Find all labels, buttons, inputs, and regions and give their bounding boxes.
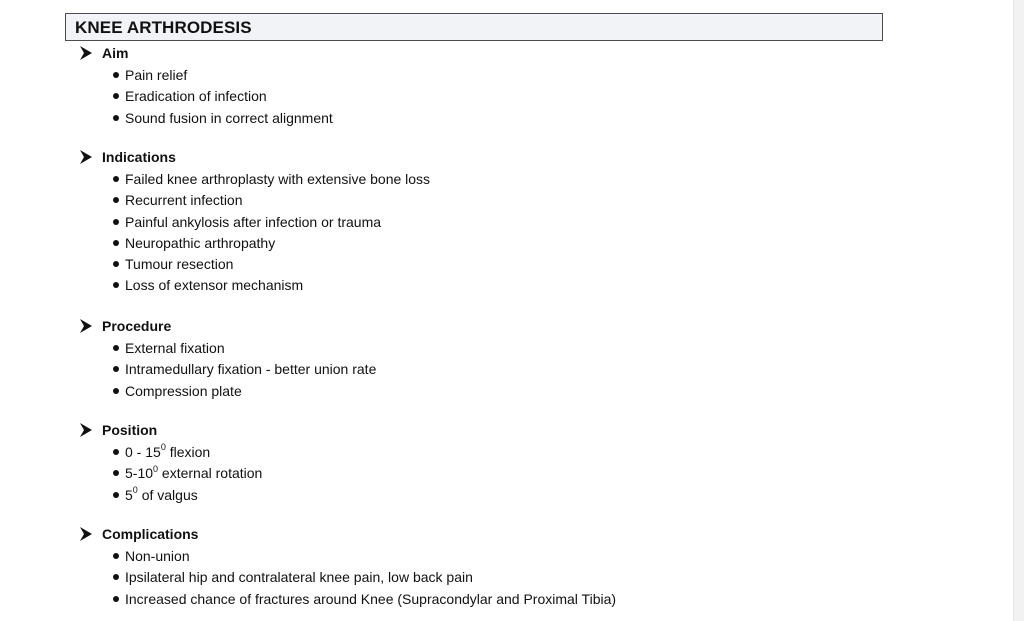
page-title: KNEE ARTHRODESIS xyxy=(75,18,252,37)
arrow-bullet-icon xyxy=(80,319,92,333)
degree-superscript: 0 xyxy=(160,442,166,453)
list-item-text: external rotation xyxy=(158,465,263,482)
list-item xyxy=(80,170,430,191)
section-heading-position: Position xyxy=(102,422,158,438)
list-item xyxy=(80,547,616,568)
bullet-icon xyxy=(113,115,119,121)
list-item xyxy=(80,382,376,403)
bullet-icon xyxy=(113,388,119,394)
list-item-text: Tumour resection xyxy=(125,256,234,273)
angle-value: 5-10 xyxy=(125,465,154,482)
bullet-list-indications xyxy=(80,170,430,298)
list-item-text: Sound fusion in correct alignment xyxy=(125,109,333,126)
arrow-bullet-icon xyxy=(80,527,92,541)
list-item xyxy=(80,213,430,234)
arrow-bullet-icon xyxy=(80,423,92,437)
section-procedure xyxy=(80,318,376,403)
list-item xyxy=(80,590,616,611)
section-complications xyxy=(80,526,616,611)
section-heading-row xyxy=(80,45,333,63)
bullet-icon xyxy=(113,72,119,78)
bullet-icon xyxy=(113,470,119,476)
degree-superscript: 0 xyxy=(153,463,159,474)
section-heading-row xyxy=(80,149,430,167)
list-item-text: Eradication of infection xyxy=(125,88,267,105)
list-item xyxy=(80,486,262,507)
list-item xyxy=(80,360,376,381)
bullet-icon xyxy=(113,553,119,559)
bullet-list-position xyxy=(80,443,262,507)
list-item xyxy=(80,443,262,464)
angle-value: 0 - 15 xyxy=(125,444,161,460)
bullet-list-procedure xyxy=(80,339,376,403)
list-item-text: Ipsilateral hip and contralateral knee pain, low back pain xyxy=(125,569,473,586)
list-item xyxy=(80,66,333,87)
section-heading-row xyxy=(80,422,262,440)
bullet-icon xyxy=(113,574,119,580)
list-item xyxy=(80,339,376,360)
list-item-text: flexion xyxy=(165,444,211,460)
section-heading-row xyxy=(80,318,376,336)
section-position xyxy=(80,422,262,507)
bullet-icon xyxy=(113,345,119,351)
list-item-text: Loss of extensor mechanism xyxy=(125,277,304,294)
bullet-list-complications xyxy=(80,547,616,611)
list-item-text: Painful ankylosis after infection or trauma xyxy=(125,213,382,230)
bullet-list-aim xyxy=(80,66,333,130)
list-item-text: Increased chance of fractures around Knee (Supracondylar and Proximal Tibia) xyxy=(125,590,617,607)
page-edge xyxy=(1013,0,1024,621)
list-item xyxy=(80,87,333,108)
list-item-text: of valgus xyxy=(137,486,198,503)
bullet-icon xyxy=(113,596,119,602)
list-item-text: External fixation xyxy=(125,340,225,356)
section-heading-procedure: Procedure xyxy=(102,318,172,334)
title-box xyxy=(65,13,883,41)
section-heading-row xyxy=(80,526,616,544)
list-item-text: Compression plate xyxy=(125,382,242,399)
list-item xyxy=(80,568,616,589)
degree-superscript: 0 xyxy=(132,484,138,495)
bullet-icon xyxy=(113,492,119,498)
bullet-icon xyxy=(113,261,119,267)
list-item xyxy=(80,191,430,212)
section-heading-indications: Indications xyxy=(102,149,176,165)
section-indications xyxy=(80,149,430,298)
bullet-icon xyxy=(113,176,119,182)
bullet-icon xyxy=(113,93,119,99)
list-item-text: Non-union xyxy=(125,548,190,564)
list-item xyxy=(80,234,430,255)
bullet-icon xyxy=(113,240,119,246)
list-item-text: Neuropathic arthropathy xyxy=(125,234,276,251)
bullet-icon xyxy=(113,197,119,203)
bullet-icon xyxy=(113,366,119,372)
angle-value: 5 xyxy=(125,486,133,503)
list-item xyxy=(80,464,262,485)
list-item xyxy=(80,276,430,297)
bullet-icon xyxy=(113,449,119,455)
list-item-text: Recurrent infection xyxy=(125,192,243,209)
section-heading-aim: Aim xyxy=(102,45,129,61)
section-aim xyxy=(80,45,333,130)
list-item xyxy=(80,255,430,276)
arrow-bullet-icon xyxy=(80,150,92,164)
bullet-icon xyxy=(113,282,119,288)
list-item xyxy=(80,109,333,130)
list-item-text: Failed knee arthroplasty with extensive bone loss xyxy=(125,171,431,187)
list-item-text: Pain relief xyxy=(125,67,188,83)
list-item-text: Intramedullary fixation - better union rate xyxy=(125,361,377,378)
bullet-icon xyxy=(113,219,119,225)
arrow-bullet-icon xyxy=(80,46,92,60)
section-heading-complications: Complications xyxy=(102,526,199,542)
